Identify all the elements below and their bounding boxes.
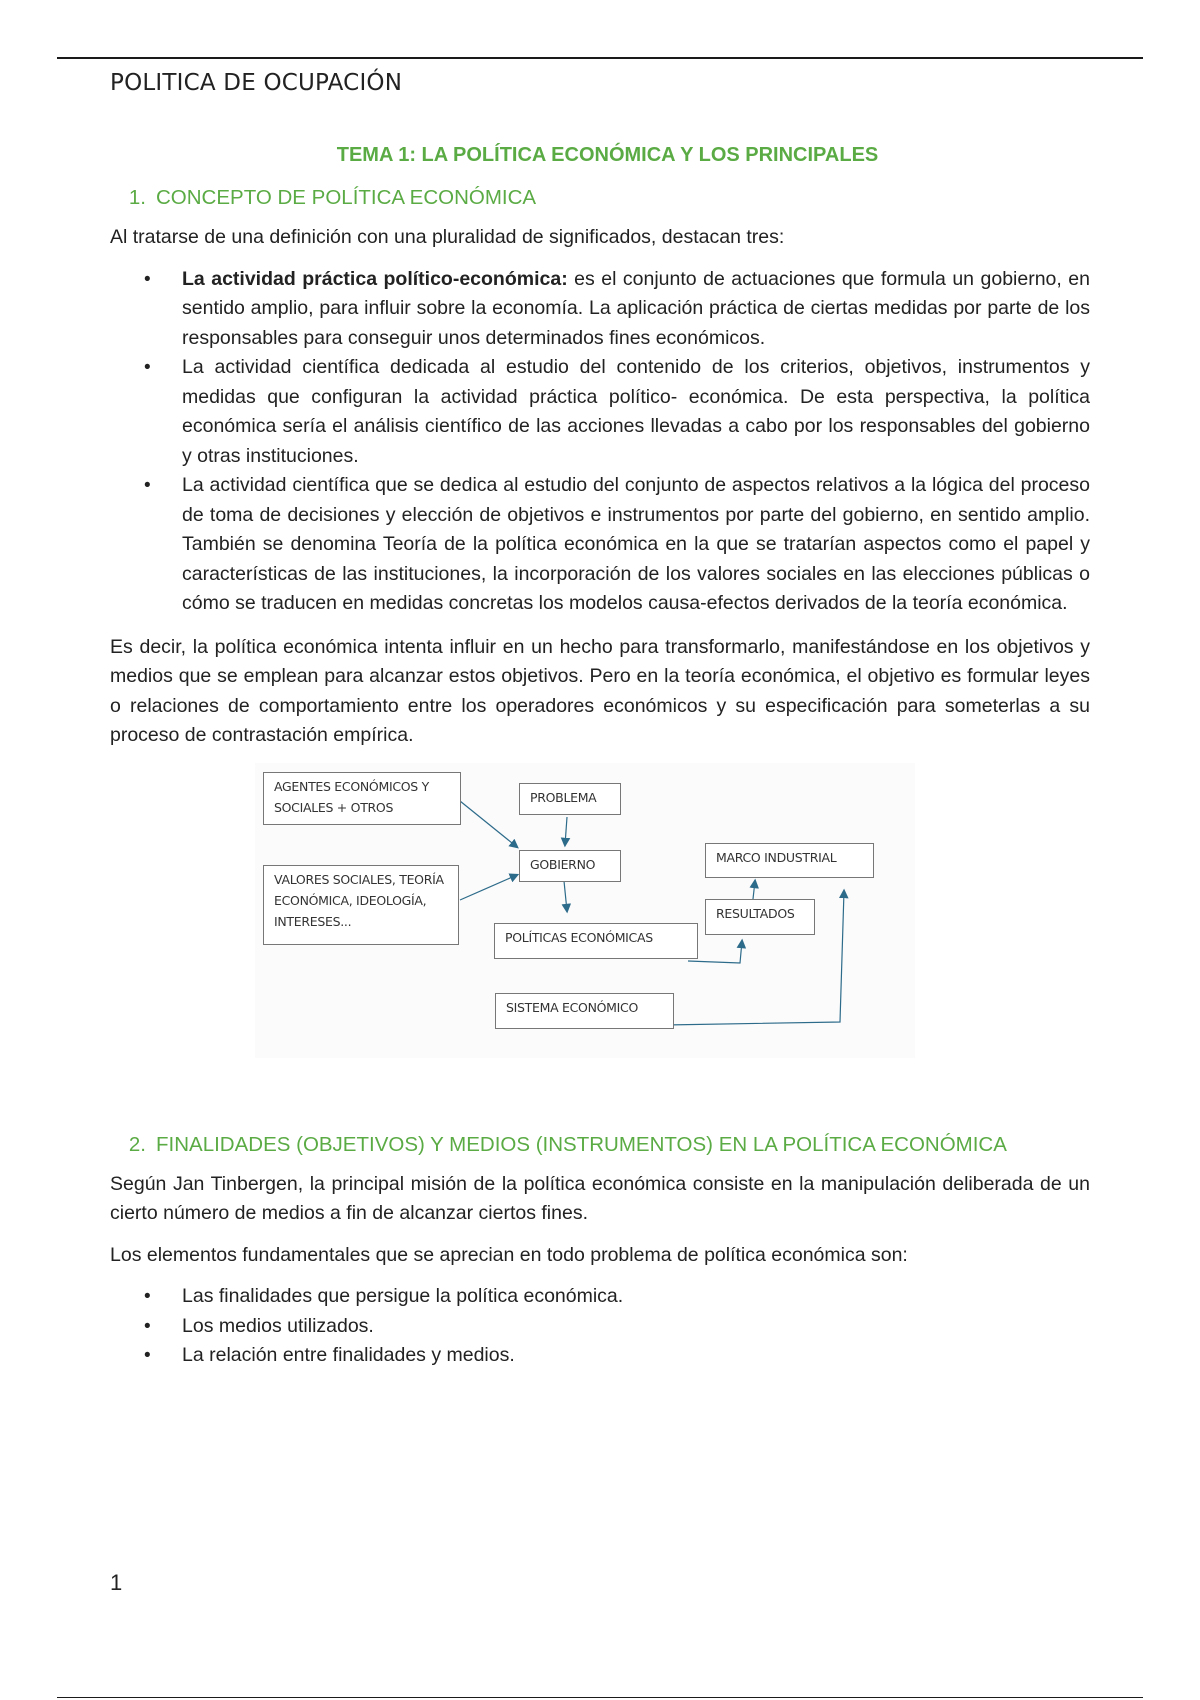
section-2-paragraph-tinbergen: Según Jan Tinbergen, la principal misión de la política económica consiste en la manipulación deliberada de un cierto número de medios a fin de alcanzar ciertos fines. bbox=[110, 1172, 1090, 1224]
arrow-gobierno-to-politicas bbox=[564, 881, 567, 911]
diagram-box-politicas: POLÍTICAS ECONÓMICAS bbox=[494, 923, 698, 959]
section-2-heading bbox=[110, 1130, 1090, 1160]
header-rule bbox=[57, 57, 1143, 59]
arrow-valores-to-gobierno bbox=[460, 875, 517, 900]
list-item-text: Las finalidades que persigue la política económica. bbox=[182, 1285, 624, 1307]
bullet-icon: • bbox=[144, 475, 151, 496]
bullet-icon: • bbox=[144, 268, 151, 290]
diagram-box-problema: PROBLEMA bbox=[519, 783, 621, 815]
list-item bbox=[110, 471, 1090, 619]
list-item bbox=[110, 265, 1090, 354]
bullet-icon: • bbox=[144, 1345, 151, 1366]
section-1-title: CONCEPTO DE POLÍTICA ECONÓMICA bbox=[156, 186, 537, 209]
list-item bbox=[110, 1312, 1090, 1342]
section-spacer bbox=[110, 1058, 1090, 1130]
section-1-heading bbox=[110, 183, 1090, 213]
section-1-closing-paragraph: Es decir, la política económica intenta influir en un hecho para transformarlo, manifestándose en los objetivos y medios que se emplean para alcanzar estos objetivos. Pero en la teoría económica, el objetivo es formular leyes o relaciones de comportamiento entre los operadores económicos y su especificación para someterlas a su proceso de contrastación empírica. bbox=[110, 635, 1090, 746]
page-number: 1 bbox=[110, 1570, 123, 1595]
tema-title: TEMA 1: LA POLÍTICA ECONÓMICA Y LOS PRINCIPALES bbox=[336, 144, 879, 166]
list-item-text: Los medios utilizados. bbox=[182, 1314, 374, 1337]
list-item bbox=[110, 353, 1090, 471]
diagram-box-valores-line-1: VALORES SOCIALES, TEORÍA bbox=[274, 871, 444, 887]
diagram-box-gobierno: GOBIERNO bbox=[519, 850, 621, 882]
list-item-text: La actividad científica dedicada al estudio del contenido de los criterios, objetivos, instrumentos y medidas que configuran la actividad práctica político- económica. De esta perspectiva, la política económica sería el análisis científico de las acciones llevadas a cabo por los responsables del gobierno y otras instituciones. bbox=[182, 356, 1090, 467]
list-item-text: es el conjunto de actuaciones que formula un gobierno, en sentido amplio, para influir sobre la economía. La aplicación práctica de ciertas medidas por parte de los responsables para conseguir unos determinados fines económicos. bbox=[182, 267, 1090, 349]
arrow-agentes-to-gobierno bbox=[460, 801, 517, 847]
diagram-box-marco: MARCO INDUSTRIAL bbox=[705, 843, 874, 878]
diagram-box-agentes-line-1: AGENTES ECONÓMICOS Y bbox=[274, 778, 429, 794]
section-1-intro: Al tratarse de una definición con una pluralidad de significados, destacan tres: bbox=[110, 226, 785, 248]
diagram-box-agentes-line-2: SOCIALES + OTROS bbox=[274, 799, 394, 815]
bullet-icon: • bbox=[144, 357, 151, 378]
diagram-box-sistema: SISTEMA ECONÓMICO bbox=[495, 993, 674, 1029]
list-item bbox=[110, 1341, 1090, 1371]
diagram-box-valores-line-3: INTERESES... bbox=[274, 913, 352, 929]
section-1-bullet-list bbox=[110, 265, 1090, 619]
section-2-number: 2. bbox=[128, 1132, 146, 1156]
section-2-bullet-list bbox=[110, 1282, 1090, 1371]
diagram-box-valores-line-2: ECONÓMICA, IDEOLOGÍA, bbox=[274, 892, 427, 908]
list-item-text: La relación entre finalidades y medios. bbox=[182, 1344, 515, 1366]
policy-flow-diagram bbox=[255, 763, 915, 1058]
document-header-title: POLITICA DE OCUPACIÓN bbox=[110, 70, 403, 96]
diagram-box-resultados: RESULTADOS bbox=[705, 899, 815, 935]
list-item-text: La actividad científica que se dedica al estudio del conjunto de aspectos relativos a la lógica del proceso de toma de decisiones y elección de objetivos e instrumentos por parte del gobierno, en sentido amplio. También se denomina Teoría de la política económica en la que se tratarían aspectos como el papel y características de las instituciones, la incorporación de los valores sociales en las elecciones públicas o cómo se traducen en medidas concretas los modelos causa-efectos derivados de la teoría económica. bbox=[182, 474, 1090, 614]
diagram-box-valores bbox=[263, 865, 459, 945]
section-2-paragraph-elements: Los elementos fundamentales que se aprecian en todo problema de política económica son: bbox=[110, 1243, 908, 1266]
arrow-problema-to-gobierno bbox=[565, 817, 567, 845]
diagram-box-agentes bbox=[263, 772, 461, 825]
list-item-bold-lead: La actividad práctica político-económica: bbox=[182, 267, 568, 290]
footer-rule bbox=[57, 1697, 1143, 1698]
list-item bbox=[110, 1282, 1090, 1312]
section-1-number: 1. bbox=[128, 186, 146, 209]
bullet-icon: • bbox=[144, 1315, 151, 1337]
bullet-icon: • bbox=[144, 1286, 151, 1307]
section-2-title: FINALIDADES (OBJETIVOS) Y MEDIOS (INSTRUMENTOS) EN LA POLÍTICA ECONÓMICA bbox=[156, 1132, 1007, 1156]
page-content bbox=[110, 144, 1090, 1385]
